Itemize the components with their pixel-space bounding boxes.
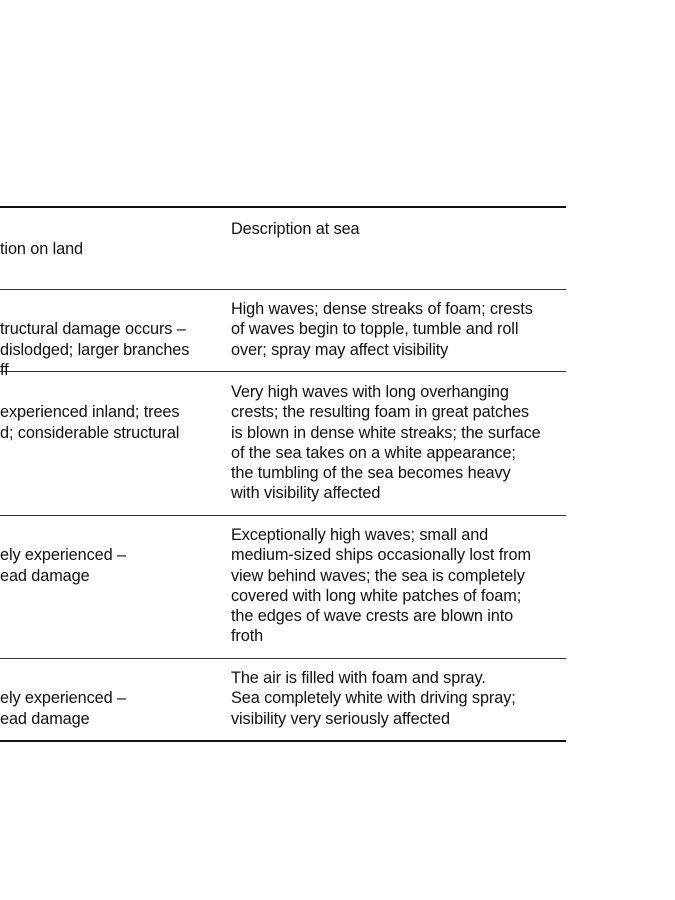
land-description-cell [0, 382, 224, 463]
table-row [0, 659, 566, 740]
header-land-text: tion on land [0, 240, 83, 259]
table-row [0, 372, 566, 515]
land-description-cell [0, 668, 224, 749]
sea-description-cell: High waves; dense streaks of foam; crests of waves begin to topple, tumble and roll over; spray may affect visibility [231, 300, 533, 359]
header-sea-description: Description at sea [231, 220, 360, 238]
table-row [0, 516, 566, 658]
land-description-text: ely experienced – ead damage [0, 546, 126, 585]
table-header-row [0, 208, 566, 289]
sea-description-cell: Exceptionally high waves; small and medium-sized ships occasionally lost from view behind waves; the sea is completely covered with long white patches of foam; the edges of wave crests are blown into froth [231, 526, 531, 646]
header-land-description [0, 219, 224, 280]
land-description-cell [0, 525, 224, 606]
sea-description-cell: The air is filled with foam and spray. Sea completely white with driving spray; visibility very seriously affected [231, 669, 516, 728]
table-row [0, 290, 566, 379]
land-description-text: ely experienced – ead damage [0, 689, 126, 728]
land-description-text: tructural damage occurs – dislodged; larger branches ff [0, 320, 190, 379]
land-description-text: experienced inland; trees d; considerable structural [0, 403, 180, 442]
beaufort-table [0, 206, 566, 742]
sea-description-cell: Very high waves with long overhanging crests; the resulting foam in great patches is blown in dense white streaks; the surface of the sea takes on a white appearance; the tumbling of the sea becomes heavy with visibility affected [231, 383, 541, 503]
